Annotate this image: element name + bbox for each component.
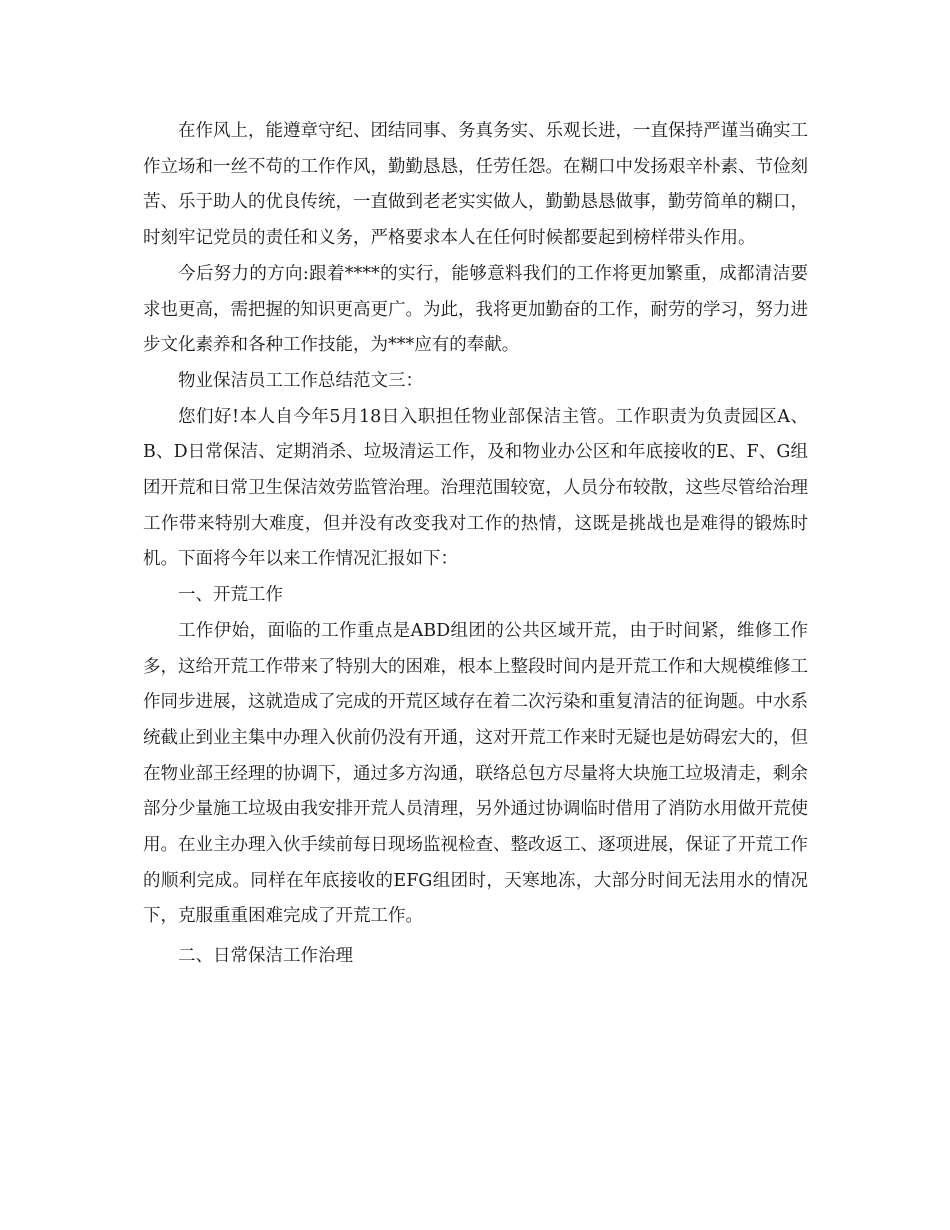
heading-daily-cleaning-management: 二、日常保洁工作治理 xyxy=(178,946,353,967)
paragraph-future-direction: 今后努力的方向:跟着****的实行，能够意料我们的工作将更加繁重，成都清洁要求也更高，需把握的知识更高更广。为此，我将更加勤奋的工作，耐劳的学习，努力进步文化素养和各种工作技能，为***应有的奉献。 xyxy=(143,263,808,356)
heading-opening-work: 一、开荒工作 xyxy=(178,585,283,606)
document-body xyxy=(143,114,808,975)
paragraph-work-style: 在作风上，能遵章守纪、团结同事、务真务实、乐观长进，一直保持严谨当确实工作立场和一丝不苟的工作作风，勤勤恳恳，任劳任怨。在糊口中发扬艰辛朴素、节俭刻苦、乐于助人的优良传统，一直做到老老实实做人，勤勤恳恳做事，勤劳简单的糊口，时刻牢记党员的责任和义务，严格要求本人在任何时候都要起到榜样带头作用。 xyxy=(143,121,808,249)
section-title-sample-three: 物业保洁员工工作总结范文三： xyxy=(178,370,423,391)
paragraph-opening-work: 工作伊始，面临的工作重点是ABD组团的公共区域开荒，由于时间紧，维修工作多，这给开荒工作带来了特别大的困难，根本上整段时间内是开荒工作和大规模维修工作同步进展，这就造成了完成的开荒区域存在着二次污染和重复清洁的征询题。中水系统截止到业主集中办理入伙前仍没有开通，这对开荒工作来时无疑也是妨碍宏大的，但在物业部王经理的协调下，通过多方沟通，联络总包方尽量将大块施工垃圾清走，剩余部分少量施工垃圾由我安排开荒人员清理，另外通过协调临时借用了消防水用做开荒使用。在业主办理入伙手续前每日现场监视检查、整改返工、逐项进展，保证了开荒工作的顺利完成。同样在年底接收的EFG组团时，天寒地冻，大部分时间无法用水的情况下，克服重重困难完成了开荒工作。 xyxy=(143,620,808,927)
paragraph-introduction: 您们好!本人自今年5月18日入职担任物业部保洁主管。工作职责为负责园区A、B、D日常保洁、定期消杀、垃圾清运工作，及和物业办公区和年底接收的E、F、G组团开荒和日常卫生保洁效劳监管治理。治理范围较宽，人员分布较散，这些尽管给治理工作带来特别大难度，但并没有改变我对工作的热情，这既是挑战也是难得的锻炼时机。下面将今年以来工作情况汇报如下： xyxy=(143,406,808,570)
